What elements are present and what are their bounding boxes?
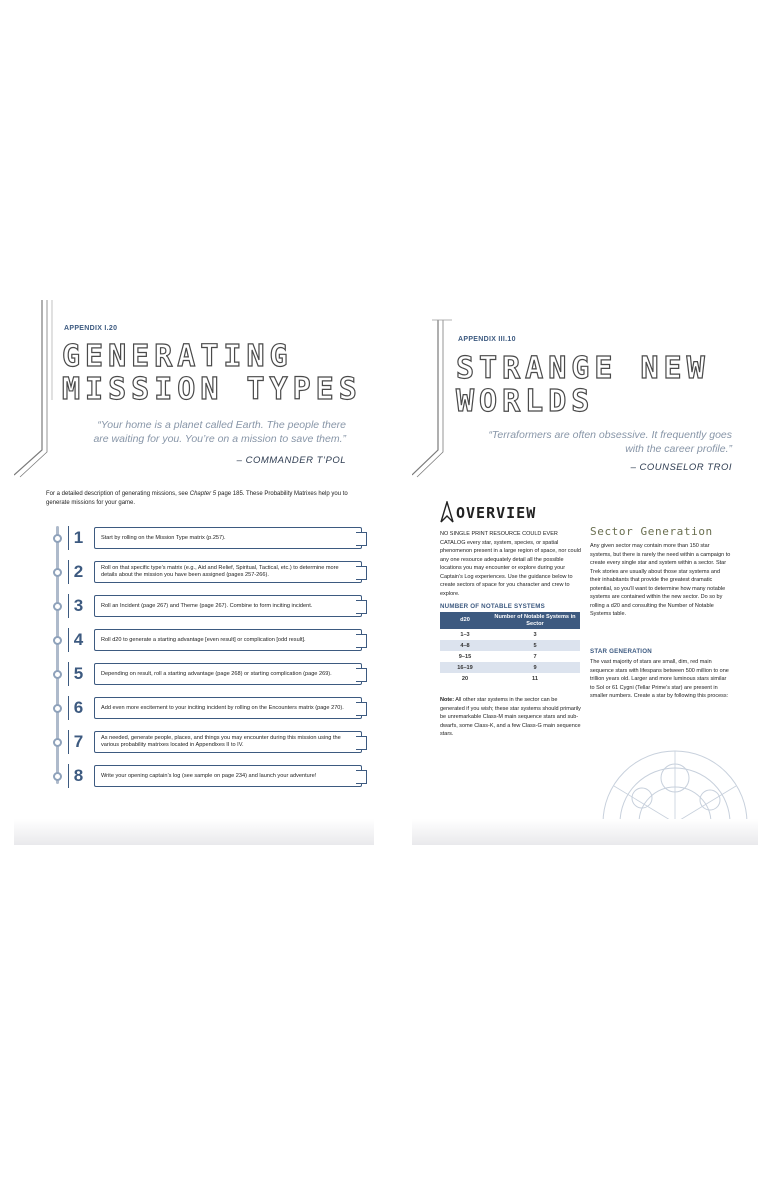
step-text: Roll on that specific type’s matrix (e.g., Aid and Relief, Spiritual, Tactical, etc.) to determine more details about the mission you have been assigned (pages 257-266).: [94, 561, 362, 583]
intro-paragraph: [46, 490, 366, 507]
table-row: [440, 673, 580, 684]
step-text: Roll an Incident (page 267) and Theme (page 267). Combine to form inciting incident.: [94, 595, 362, 617]
step-text: As needed, generate people, places, and things you may encounter during this mission using the various probability matrixes located in Appendixes II to IV.: [94, 731, 362, 753]
step-number: 2: [68, 560, 88, 584]
step-2: [50, 560, 368, 584]
sector-generation-heading: Sector Generation: [590, 525, 713, 538]
systems-cell: 3: [533, 631, 537, 638]
quote-line-2: with the career profile.”: [625, 443, 732, 455]
appendix-label: APPENDIX I.20: [64, 325, 118, 332]
step-4: [50, 628, 368, 652]
quote-line-1: “Your home is a planet called Earth. The people there: [97, 419, 346, 431]
page-edge-shadow: [14, 819, 374, 845]
step-node-icon: [53, 636, 62, 645]
step-8: [50, 764, 368, 788]
step-node-icon: [53, 602, 62, 611]
systems-cell: 7: [533, 653, 537, 660]
quote-attribution: – COMMANDER T’POL: [236, 455, 346, 466]
intro-text-2: page 185. These Probability Matrixes help you to generate missions for your game.: [46, 491, 348, 506]
page-title: [456, 352, 710, 418]
star-paragraph: The vast majority of stars are small, dim, red main sequence stars with lifespans between 500 million to one trillion years old. Larger and more luminous stars similar to Sol or 61 Cygni (Tellar Prime’s star) are present in smaller numbers. Create a star by following this process:: [590, 659, 729, 699]
step-number: 5: [68, 662, 88, 686]
notable-systems-table: [440, 612, 580, 684]
step-text: Depending on result, roll a starting advantage (page 268) or starting complication (page 269).: [94, 663, 362, 685]
step-node-icon: [53, 704, 62, 713]
sector-paragraph: Any given sector may contain more than 150 star systems, but there is rarely the need within a campaign to create every single star and system within a sector. Star Trek stories are usually about those star systems and their inhabitants that provide the greatest dramatic potential, so you’ll want to determine how many notable systems are contained within the new sector. Do so by rolling a d20 and consulting the Number of Notable Systems table.: [590, 543, 731, 617]
column-header-systems: Number of Notable Systems in Sector: [490, 612, 580, 629]
note-label: Note:: [440, 697, 455, 703]
step-7: [50, 730, 368, 754]
step-number: 6: [68, 696, 88, 720]
intro-chapter-ref: Chapter 5: [189, 491, 217, 497]
quote-line-2: are waiting for you. You’re on a mission to save them.”: [93, 433, 346, 445]
systems-cell: 5: [490, 640, 580, 651]
table-note: [440, 696, 582, 739]
step-text: Add even more excitement to your inciting incident by rolling on the Encounters matrix (page 270).: [94, 697, 362, 719]
step-node-icon: [53, 670, 62, 679]
page-edge-shadow: [412, 819, 758, 845]
page-title: [62, 340, 362, 406]
intro-text-1: For a detailed description of generating missions, see: [46, 491, 190, 497]
table-heading: NUMBER OF NOTABLE SYSTEMS: [440, 603, 545, 610]
step-node-icon: [53, 568, 62, 577]
title-line-1: GENERATING: [62, 339, 293, 374]
step-1: [50, 526, 368, 550]
epigraph-quote: [46, 418, 346, 446]
note-text: All other star systems in the sector can be generated if you wish; these star systems should primarily be unremarkable Class-M main sequence stars and sub-dwarfs, some Class-K, and a few Class-G main sequence stars.: [440, 697, 581, 737]
star-chart-decoration-icon: [592, 718, 758, 828]
left-page: [14, 300, 374, 845]
step-6: [50, 696, 368, 720]
step-node-icon: [53, 738, 62, 747]
table-row: [440, 629, 580, 640]
table-header-row: [440, 612, 580, 629]
right-page: [412, 300, 758, 845]
step-3: [50, 594, 368, 618]
table-row: [440, 662, 580, 673]
overview-heading: OVERVIEW: [456, 504, 537, 522]
roll-cell: 9–15: [458, 653, 472, 660]
column-header-d20: d20: [440, 612, 490, 629]
step-number: 3: [68, 594, 88, 618]
step-number: 1: [68, 526, 88, 550]
roll-cell: 20: [461, 675, 469, 682]
step-text: Roll d20 to generate a starting advantage [even result] or complication [odd result].: [94, 629, 362, 651]
step-node-icon: [53, 772, 62, 781]
appendix-label: APPENDIX III.10: [458, 336, 516, 343]
step-text: Start by rolling on the Mission Type matrix (p.257).: [94, 527, 362, 549]
overview-paragraph: NO SINGLE PRINT RESOURCE COULD EVER CATALOG every star, system, species, or spatial phenomenon present in a large region of space, nor could any one resource adequately detail all the possible locations you may encounter or explore during your Captain’s Log experiences. Use the guidance below to create sectors of space for you character and crew to explore.: [440, 531, 581, 597]
title-line-1: STRANGE NEW: [456, 351, 710, 386]
systems-cell: 11: [532, 675, 538, 682]
table-row: [440, 640, 580, 651]
systems-cell: 9: [490, 662, 580, 673]
step-number: 7: [68, 730, 88, 754]
step-text: Write your opening captain’s log (see sample on page 234) and launch your adventure!: [94, 765, 362, 787]
step-5: [50, 662, 368, 686]
title-line-2: MISSION TYPES: [62, 372, 362, 407]
quote-line-1: “Terraformers are often obsessive. It frequently goes: [488, 429, 732, 441]
roll-cell: 16–19: [440, 662, 490, 673]
roll-cell: 1–3: [460, 631, 470, 638]
roll-cell: 4–8: [440, 640, 490, 651]
quote-attribution: – COUNSELOR TROI: [630, 462, 732, 473]
step-number: 8: [68, 764, 88, 788]
step-node-icon: [53, 534, 62, 543]
table-row: [440, 651, 580, 662]
title-line-2: WORLDS: [456, 384, 595, 419]
step-number: 4: [68, 628, 88, 652]
star-generation-heading: STAR GENERATION: [590, 648, 652, 655]
starfleet-delta-icon: [440, 501, 454, 523]
epigraph-quote: [432, 428, 732, 456]
